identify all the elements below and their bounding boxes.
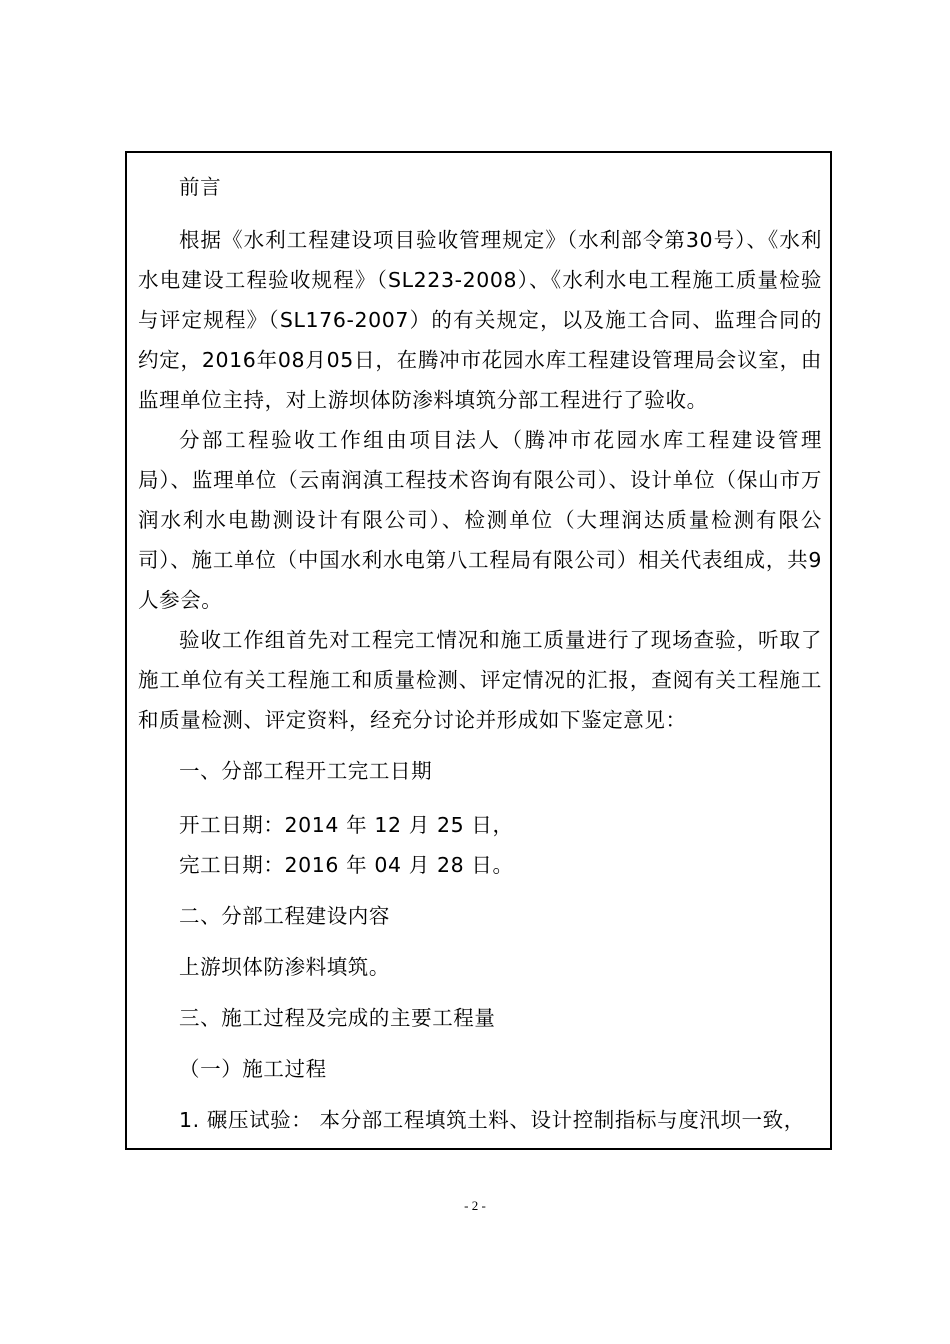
end-date: 完工日期：2016 年 04 月 28 日。 <box>179 853 514 877</box>
paragraph-working-group: 分部工程验收工作组由项目法人（腾冲市花园水库工程建设管理局）、监理单位（云南润滇工程技术咨询有限公司）、设计单位（保山市万润水利水电勘测设计有限公司）、检测单位（大理润达质量检测有限公司）、施工单位（中国水利水电第八工程局有限公司）相关代表组成，共9人参会。 <box>138 428 822 612</box>
paragraph-inspection: 验收工作组首先对工程完工情况和施工质量进行了现场查验，听取了施工单位有关工程施工和质量检测、评定情况的汇报，查阅有关工程施工和质量检测、评定资料，经充分讨论并形成如下鉴定意见： <box>138 628 822 732</box>
section-1-heading: 一、分部工程开工完工日期 <box>179 759 433 783</box>
start-date: 开工日期：2014 年 12 月 25 日， <box>179 813 514 837</box>
document-title: 前言 <box>179 175 222 199</box>
section-2-heading: 二、分部工程建设内容 <box>179 904 390 928</box>
document-body <box>138 167 822 1140</box>
paragraph-basis: 根据《水利工程建设项目验收管理规定》（水利部令第30号）、《水利水电建设工程验收规程》（SL223-2008）、《水利水电工程施工质量检验与评定规程》（SL176-2007）的有关规定，以及施工合同、监理合同的约定，2016年08月05日，在腾冲市花园水库工程建设管理局会议室，由监理单位主持，对上游坝体防渗料填筑分部工程进行了验收。 <box>138 228 822 412</box>
document-frame <box>125 151 832 1150</box>
section-3-subheading: （一）施工过程 <box>179 1057 327 1081</box>
section-3-heading: 三、施工过程及完成的主要工程量 <box>179 1006 496 1030</box>
section-2-body: 上游坝体防渗料填筑。 <box>179 955 390 979</box>
page-number: - 2 - <box>464 1198 486 1213</box>
section-3-item-1: 1. 碾压试验： 本分部工程填筑土料、设计控制指标与度汛坝一致， <box>179 1108 805 1132</box>
